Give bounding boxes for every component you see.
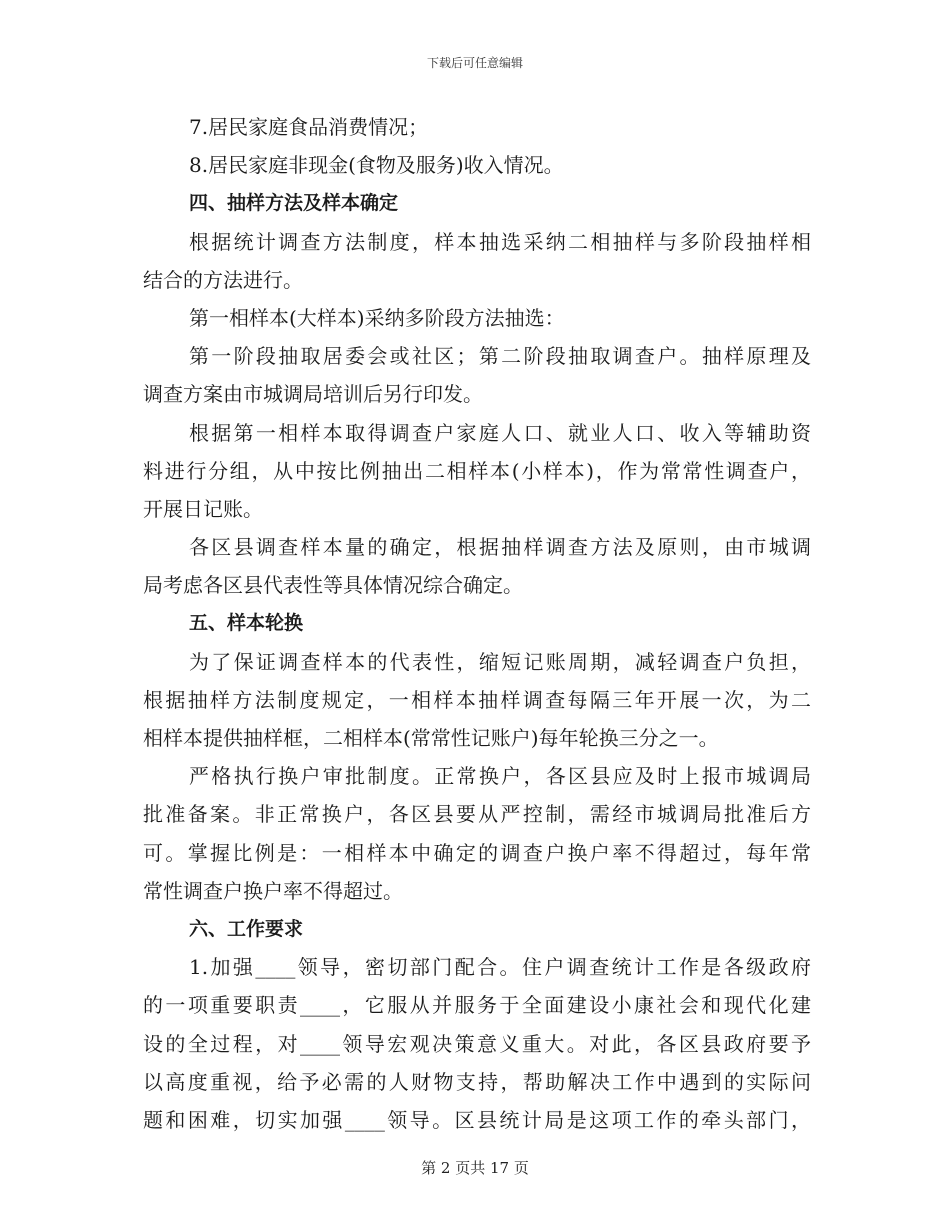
paragraph-line: 结合的方法进行。 bbox=[143, 267, 303, 292]
section-heading: 六、工作要求 bbox=[189, 917, 304, 940]
document-body bbox=[143, 108, 811, 1139]
page-header: 下载后可任意编辑 bbox=[426, 56, 523, 70]
section-heading: 四、抽样方法及样本确定 bbox=[189, 192, 399, 215]
paragraph-first-line: 第一阶段抽取居委会或社区；第二阶段抽取调查户。抽样原理及 bbox=[189, 344, 811, 369]
paragraph-line: 批准备案。非正常换户，各区县要从严控制，需经市城调局批准后方 bbox=[143, 802, 811, 827]
paragraph-first-line: 严格执行换户审批制度。正常换户，各区县应及时上报市城调局 bbox=[189, 764, 811, 789]
paragraph-line: 设的全过程，对____领导宏观决策意义重大。对此，各区县政府要予 bbox=[143, 1031, 811, 1056]
list-item-line: 8.居民家庭非现金(食物及服务)收入情况。 bbox=[189, 153, 564, 178]
paragraph-first-line: 各区县调查样本量的确定，根据抽样调查方法及原则，由市城调 bbox=[189, 535, 811, 560]
paragraph-first-line: 根据第一相样本取得调查户家庭人口、就业人口、收入等辅助资 bbox=[189, 420, 811, 445]
page-footer: 第 2 页共 17 页 bbox=[421, 1159, 529, 1177]
paragraph-line: 的一项重要职责____，它服从并服务于全面建设小康社会和现代化建 bbox=[143, 993, 811, 1018]
paragraph-line: 以高度重视，给予必需的人财物支持，帮助解决工作中遇到的实际问 bbox=[143, 1069, 811, 1094]
paragraph-line: 开展日记账。 bbox=[143, 496, 263, 521]
list-item-line: 1.加强____领导，密切部门配合。住户调查统计工作是各级政府 bbox=[189, 955, 811, 980]
section-heading: 五、样本轮换 bbox=[189, 612, 304, 635]
paragraph-line: 料进行分组，从中按比例抽出二相样本(小样本)，作为常常性调查户， bbox=[143, 458, 811, 483]
list-item-line: 7.居民家庭食品消费情况； bbox=[189, 115, 429, 139]
paragraph-line: 局考虑各区县代表性等具体情况综合确定。 bbox=[143, 573, 523, 598]
paragraph-first-line: 第一相样本(大样本)采纳多阶段方法抽选： bbox=[189, 305, 565, 330]
paragraph-line: 可。掌握比例是：一相样本中确定的调查户换户率不得超过，每年常 bbox=[143, 840, 811, 865]
paragraph-first-line: 为了保证调查样本的代表性，缩短记账周期，减轻调查户负担， bbox=[189, 649, 811, 674]
paragraph-line: 调查方案由市城调局培训后另行印发。 bbox=[143, 382, 483, 407]
paragraph-line: 根据抽样方法制度规定，一相样本抽样调查每隔三年开展一次，为二 bbox=[143, 687, 811, 712]
paragraph-line: 相样本提供抽样框，二相样本(常常性记账户)每年轮换三分之一。 bbox=[143, 726, 719, 750]
paragraph-first-line: 根据统计调查方法制度，样本抽选采纳二相抽样与多阶段抽样相 bbox=[189, 229, 811, 254]
paragraph-line: 题和困难，切实加强____领导。区县统计局是这项工作的牵头部门， bbox=[143, 1107, 811, 1132]
paragraph-line: 常性调查户换户率不得超过。 bbox=[143, 878, 403, 903]
